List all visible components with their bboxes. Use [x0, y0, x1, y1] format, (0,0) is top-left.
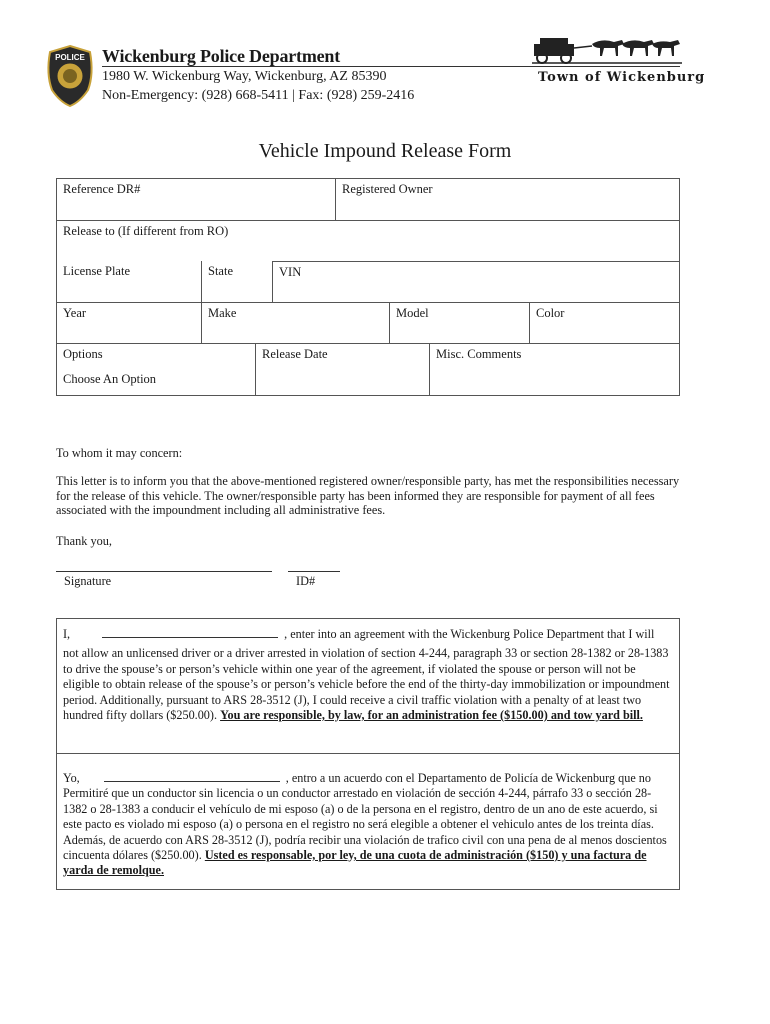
agreement-divider [57, 753, 679, 754]
registered-owner-field[interactable] [335, 179, 679, 220]
town-name: Town of Wickenburg [538, 70, 706, 85]
license-plate-label: License Plate [63, 264, 130, 278]
license-plate-field[interactable] [57, 261, 201, 302]
vin-field[interactable] [273, 261, 679, 302]
make-label: Make [208, 306, 237, 320]
state-field[interactable] [201, 261, 273, 302]
letter-closing: Thank you, [56, 534, 113, 548]
misc-comments-field[interactable] [429, 343, 679, 395]
id-label: ID# [296, 574, 316, 588]
options-label: Options [63, 347, 103, 361]
impound-form [56, 178, 680, 396]
make-field[interactable] [201, 302, 389, 343]
header-rule [102, 66, 680, 67]
agreement-es-name-blank[interactable] [104, 771, 280, 782]
agreement-en-prefix: I, [63, 627, 71, 641]
release-date-field[interactable] [255, 343, 429, 395]
agreement-english [63, 627, 671, 723]
release-to-label: Release to (If different from RO) [63, 224, 229, 238]
state-label: State [208, 264, 233, 278]
agreement-es-lead: , entro a un acuerdo con el Departamento de Policía de Wickenburg que no [285, 771, 651, 785]
agreement-box [56, 618, 680, 890]
police-badge-logo [44, 44, 96, 108]
badge-text: POLICE [55, 53, 85, 62]
agreement-es-lead-line [63, 771, 671, 786]
agreement-es-emphasis: Usted es responsable, por ley, de una cuota de administración ($150) y una factura de yarda de remolque. [63, 848, 647, 878]
agreement-en-emphasis: You are responsible, by law, for an administration fee ($150.00) and tow yard bill. [220, 708, 643, 723]
model-field[interactable] [389, 302, 529, 343]
reference-dr-label: Reference DR# [63, 182, 141, 196]
color-field[interactable] [529, 302, 679, 343]
misc-comments-label: Misc. Comments [436, 347, 522, 361]
color-label: Color [536, 306, 565, 320]
agreement-es-paragraph [63, 786, 671, 878]
release-date-label: Release Date [262, 347, 328, 361]
signature-line[interactable] [56, 571, 272, 572]
reference-dr-field[interactable] [57, 179, 335, 220]
options-field[interactable] [57, 343, 255, 395]
agreement-en-lead: , enter into an agreement with the Wickenburg Police Department that I will [284, 627, 655, 641]
options-dropdown[interactable]: Choose An Option [63, 372, 157, 386]
agreement-es-prefix: Yo, [63, 771, 80, 785]
department-name: Wickenburg Police Department [102, 46, 341, 66]
model-label: Model [396, 306, 429, 320]
agreement-es-body: Permitiré que un conductor sin licencia o un conductor arrestado en violación de sección 4-244, párrafo 33 o sección 28-1382 o 28-1383 a conducir el vehículo de mi esposo (a) o de la persona en el registro, dentro de un ano de este acuerdo, si este pacto es violado mi esposo (a) o persona en el registro no será elegible a obtener el vehiculo antes de los treinta días. Además, de acuerdo con ARS 28-3512 (J), podría recibir una violación de trafico civil con una pena de al menos doscientos cincuenta dólares ($250.00). [63, 786, 667, 863]
letter-body: This letter is to inform you that the above-mentioned registered owner/responsible party, has met the responsibilities necessary for the release of this vehicle. The owner/responsible party has been informed they are responsible for payment of all fees associated with the impoundment including all administrative fees. [56, 474, 680, 518]
vin-label: VIN [279, 265, 302, 279]
department-address: 1980 W. Wickenburg Way, Wickenburg, AZ 85390 [102, 69, 387, 84]
registered-owner-label: Registered Owner [342, 182, 433, 196]
stagecoach-icon [532, 34, 682, 64]
agreement-en-lead-line [63, 627, 671, 642]
year-field[interactable] [57, 302, 201, 343]
agreement-en-name-blank[interactable] [102, 627, 278, 638]
form-title: Vehicle Impound Release Form [258, 140, 512, 162]
department-phone: Non-Emergency: (928) 668-5411 | Fax: (928) 259-2416 [102, 88, 415, 103]
agreement-spanish [63, 771, 671, 879]
agreement-en-paragraph [63, 646, 671, 723]
agreement-en-body: not allow an unlicensed driver or a driver arrested in violation of section 4-244, paragraph 33 or section 28-1382 or 28-1383 to drive the spouse’s or person’s vehicle within one year of the agreement, if violated the spouse or person will not be eligible to obtain release of the spouse’s or person’s vehicle before the end of the thirty-day immobilization or impoundment period. Additionally, pursuant to ARS 28-3512 (J), I could receive a civil traffic violation with a penalty of at least two hundred fifty dollars ($250.00). [63, 646, 670, 723]
release-to-field[interactable] [57, 220, 679, 261]
letter-greeting: To whom it may concern: [56, 446, 183, 460]
signature-label: Signature [64, 574, 112, 588]
year-label: Year [63, 306, 87, 320]
id-line[interactable] [288, 571, 340, 572]
